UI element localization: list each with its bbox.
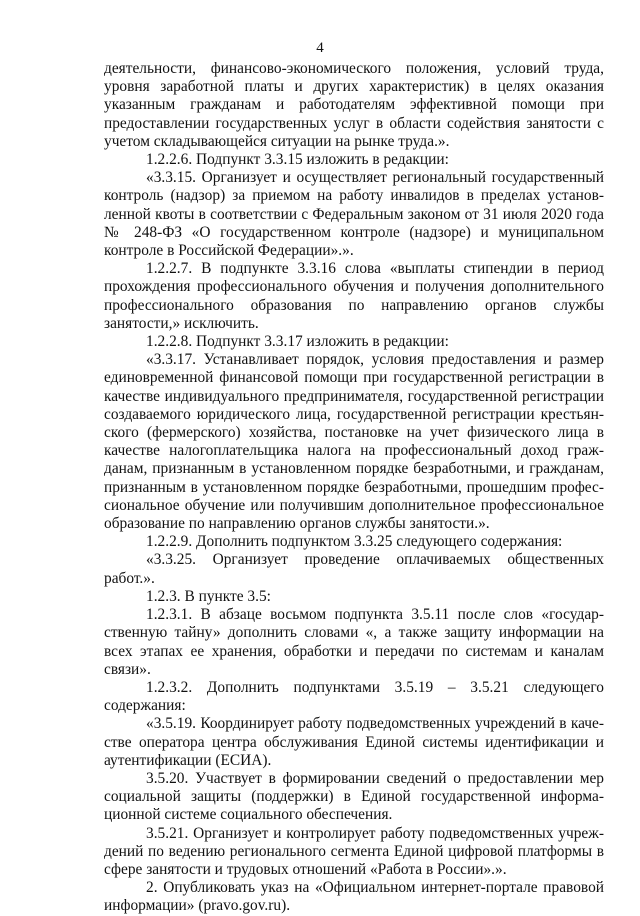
document-body bbox=[104, 60, 604, 916]
paragraph-2-publication: 2. Опубликовать указ на «Официальном интернет-портале правовой информации» (pravo.gov.ru). bbox=[104, 879, 604, 915]
paragraph-3-5-19: «3.5.19. Координирует работу подведомственных учреждений в качестве оператора центра обслуживания Единой системы идентификации и аутентификации (ЕСИА). bbox=[104, 715, 604, 769]
paragraph-1-2-3-2: 1.2.3.2. Дополнить подпунктами 3.5.19 – 3.5.21 следующего содержания: bbox=[104, 678, 604, 715]
paragraph-3-5-21: 3.5.21. Организует и контролирует работу подведомственных учреждений по ведению регионального сегмента Единой цифровой платформы в сфере занятости и трудовых отношений «Работа в России».». bbox=[104, 824, 604, 878]
paragraph-1-2-3: 1.2.3. В пункте 3.5: bbox=[146, 587, 271, 605]
paragraph-1-2-2-9: 1.2.2.9. Дополнить подпунктом 3.3.25 следующего содержания: bbox=[146, 533, 563, 551]
paragraph-continuation: деятельности, финансово-экономического положения, условий труда, уровня заработной платы и других характеристик) в целях оказания указанным гражданам и работодателям эффективной помощи при предоставлении государственных услуг в области содействия занятости с учетом складывающейся ситуации на рынке труда.». bbox=[104, 60, 604, 150]
paragraph-3-5-20: 3.5.20. Участвует в формировании сведений о предоставлении мер социальной защиты (поддержки) в Единой государственной информационной системе социального обеспечения. bbox=[104, 769, 604, 824]
paragraph-3-3-15: «3.3.15. Организует и осуществляет региональный государственный контроль (надзор) за приемом на работу инвалидов в пределах установленной квоты в соответствии с Федеральным законом от 31 июля 2020 года № 248-ФЗ «О государственном контроле (надзоре) и муниципальном контроле в Российской Федерации».». bbox=[104, 169, 604, 260]
paragraph-1-2-2-8: 1.2.2.8. Подпункт 3.3.17 изложить в редакции: bbox=[146, 333, 449, 351]
paragraph-1-2-2-7: 1.2.2.7. В подпункте 3.3.16 слова «выплаты стипендии в период прохождения профессионального обучения и получения дополнительного профессионального образования по направлению органов службы занятости,» исключить. bbox=[104, 260, 604, 332]
paragraph-1-2-2-6: 1.2.2.6. Подпункт 3.3.15 изложить в редакции: bbox=[146, 151, 449, 169]
paragraph-3-3-25: «3.3.25. Организует проведение оплачиваемых общественных работ.». bbox=[104, 551, 604, 587]
page-number: 4 bbox=[316, 40, 324, 56]
paragraph-3-3-17: «3.3.17. Устанавливает порядок, условия предоставления и размер единовременной финансовой помощи при государственной регистрации в качестве индивидуального предпринимателя, государственной регистрации создаваемого юридического лица, государственной регистрации крестьянского (фермерского) хозяйства, постановке на учет физического лица в качестве налогоплательщика налога на профессиональный доход гражданам, признанным в установленном порядке безработными, и гражданам, признанным в установленном порядке безработными, прошедшим профессиональное обучение или получившим дополнительное профессиональное образование по направлению органов службы занятости.». bbox=[104, 351, 604, 533]
paragraph-1-2-3-1: 1.2.3.1. В абзаце восьмом подпункта 3.5.11 после слов «государственную тайну» дополнить словами «, а также защиту информации на всех этапах ее хранения, обработки и передачи по системам и каналам связи». bbox=[104, 606, 604, 678]
